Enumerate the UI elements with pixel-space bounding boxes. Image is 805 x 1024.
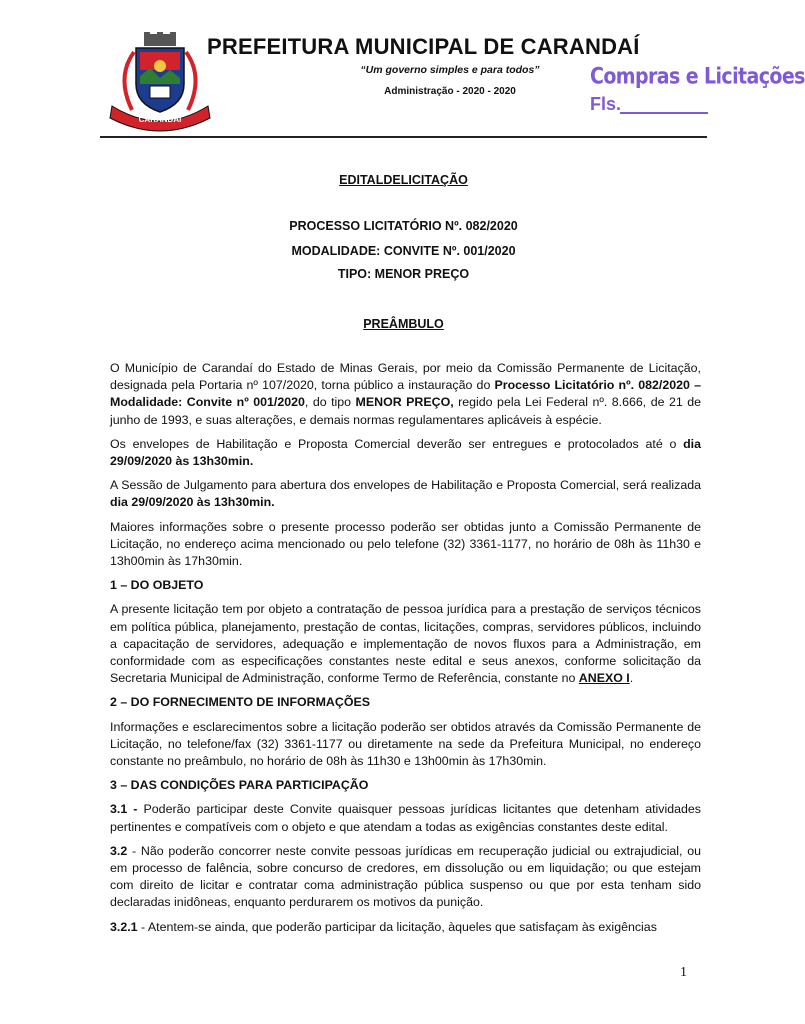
processo-number: PROCESSO LICITATÓRIO Nº. 082/2020 [289,219,518,233]
stamp-folio-line [620,112,708,114]
edital-title: EDITALDELICITAÇÃO [339,173,468,187]
information-paragraph: Informações e esclarecimentos sobre a licitação poderão ser obtidos através da Comissão Permanente de Licitação, no telefone/fax (32) 3361-1177 ou diretamente na sede da Prefeitura Municipal, no endereço constante no preâmbulo, no horário de 08h às 11h30 e 13h00min às 17h30min. [110,719,701,769]
tipo-line: TIPO: MENOR PREÇO [337,267,470,281]
modalidade-line: MODALIDADE: CONVITE Nº. 001/2020 [291,244,516,258]
crest-ribbon-text: CARANDAÍ [138,115,182,124]
stamp-department: Compras e Licitações [590,64,805,90]
header-divider [100,136,707,138]
preamble-paragraph: O Município de Carandaí do Estado de Minas Gerais, por meio da Comissão Permanente de Licitação, designada pela Portaria nº 107/2020, torna público a instauração do Processo Licitatório nº. 082/2020 – Modalidade: Convite nº 001/2020, do tipo MENOR PREÇO, regido pela Lei Federal nº. 8.666, de 21 de junho de 1993, e suas alterações, e demais normas regulamentares aplicáveis à espécie. [110,361,701,427]
page-number: 1 [680,965,687,980]
procurement-stamp [590,64,805,120]
preambulo-heading: PREÂMBULO [363,317,444,331]
envelope-deadline-paragraph: Os envelopes de Habilitação e Proposta Comercial deverão ser entregues e protocolados até o dia 29/09/2020 às 13h30min. [110,436,701,469]
document-body [110,360,701,943]
session-paragraph: A Sessão de Julgamento para abertura dos envelopes de Habilitação e Proposta Comercial, será realizada dia 29/09/2020 às 13h30min. [110,478,701,510]
section-3-heading: 3 – DAS CONDIÇÕES PARA PARTICIPAÇÃO [110,778,369,793]
clause-3-2-1: 3.2.1 - Atentem-se ainda, que poderão participar da licitação, àqueles que satisfaçam às exigências [110,919,657,934]
administration-period: Administração - 2020 - 2020 [384,86,516,97]
clause-3-2: 3.2 - Não poderão concorrer neste convite pessoas jurídicas em recuperação judicial ou extrajudicial, ou em processo de falência, sobre concurso de credores, em dissolução ou em liquidação; ou que estejam com direito de licitar e contratar coma administração pública suspenso ou que por esta tenham sido declaradas inidôneas, enquanto perdurarem os motivos da punição. [110,843,701,910]
municipality-title: PREFEITURA MUNICIPAL DE CARANDAÍ [207,34,640,59]
clause-3-1: 3.1 - Poderão participar deste Convite quaisquer pessoas jurídicas licitantes que detenham atividades pertinentes e compatíveis com o objeto e que atendam a todas as exigências constantes deste edital. [110,802,701,834]
object-paragraph: A presente licitação tem por objeto a contratação de pessoa jurídica para a prestação de serviços técnicos em política pública, planejamento, prestação de contas, licitações, compras, servidores públicos, incluindo a capacitação de servidores, adequação e implementação de novos fluxos para a Administração, em conformidade com as especificações constantes neste edital e seus anexos, conforme solicitação da Secretaria Municipal de Administração, conforme Termo de Referência, constante no ANEXO I. [110,602,701,686]
section-2-heading: 2 – DO FORNECIMENTO DE INFORMAÇÕES [110,695,370,710]
stamp-folio-label: Fls. [590,94,622,114]
section-1-heading: 1 – DO OBJETO [110,578,204,593]
government-motto: “Um governo simples e para todos” [360,64,540,76]
info-paragraph: Maiores informações sobre o presente processo poderão ser obtidas junto a Comissão Permanente de Licitação, no endereço acima mencionado ou pelo telefone (32) 3361-1177, no horário de 08h às 11h30 e 13h00min às 17h30min. [110,519,701,569]
municipal-crest-icon [106,32,214,132]
